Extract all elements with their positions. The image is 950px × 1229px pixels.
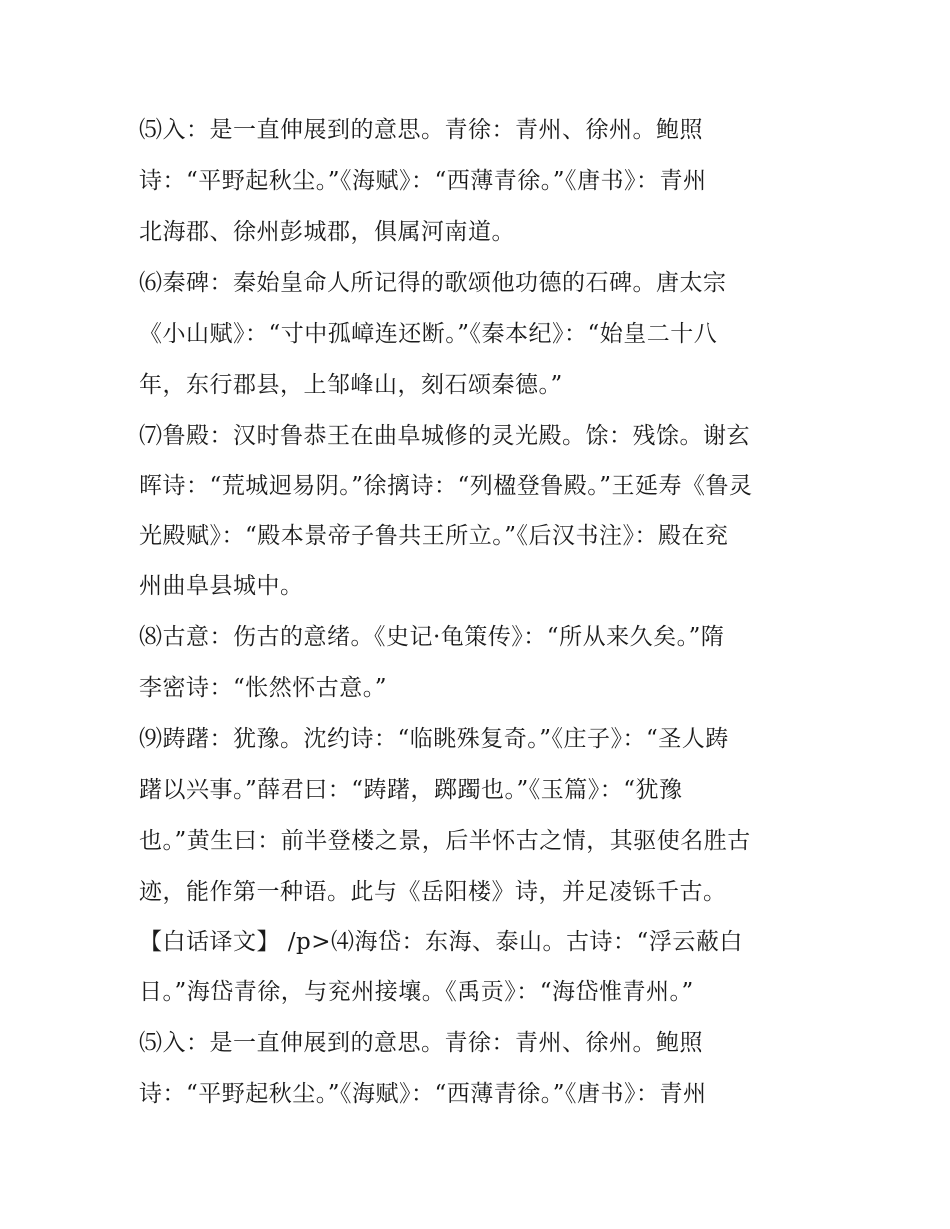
text-line: 年，东行郡县，上邹峰山，刻石颂秦德。” [139, 372, 563, 398]
text-line: 晖诗：“荒城迥易阴。”徐摛诗：“列楹登鲁殿。”王延寿《鲁灵 [139, 473, 753, 499]
text-line: ⑻古意：伤古的意绪。《史记·龟策传》：“所从来久矣。”隋 [139, 624, 725, 650]
text-line: ⑸入：是一直伸展到的意思。青徐：青州、徐州。鲍照 [139, 1030, 703, 1056]
text-line: 光殿赋》：“殿本景帝子鲁共王所立。”《后汉书注》：殿在兖 [139, 523, 729, 549]
text-line: 诗：“平野起秋尘。”《海赋》：“西薄青徐。”《唐书》：青州 [139, 1081, 707, 1107]
text-line: 北海郡、徐州彭城郡，俱属河南道。 [139, 219, 515, 245]
text-line: 迹，能作第一种语。此与《岳阳楼》诗，并足凌铄千古。 [139, 879, 727, 905]
text-line: 日。”海岱青徐，与兖州接壤。《禹贡》：“海岱惟青州。” [139, 979, 694, 1005]
text-line: 州曲阜县城中。 [139, 573, 304, 599]
text-line: 也。”黄生曰：前半登楼之景，后半怀古之情，其驱使名胜古 [139, 828, 751, 854]
text-line: ⑸入：是一直伸展到的意思。青徐：青州、徐州。鲍照 [139, 117, 703, 143]
text-line: ⑼踌躇：犹豫。沈约诗：“临眺殊复奇。”《庄子》：“圣人踌 [139, 726, 729, 752]
text-line: 诗：“平野起秋尘。”《海赋》：“西薄青徐。”《唐书》：青州 [139, 168, 707, 194]
text-line: 躇以兴事。”薛君曰：“踌躇，踯躅也。”《玉篇》：“犹豫 [139, 777, 683, 803]
text-line: ⑹秦碑：秦始皇命人所记得的歌颂他功德的石碑。唐太宗 [139, 270, 727, 296]
text-line: 《小山赋》：“寸中孤嶂连还断。”《秦本纪》：“始皇二十八 [139, 321, 718, 347]
text-line: 【白话译文】 /p>⑷海岱：东海、泰山。古诗：“浮云蔽白 [139, 929, 743, 955]
text-line: 李密诗：“怅然怀古意。” [139, 675, 388, 701]
text-line: ⑺鲁殿：汉时鲁恭王在曲阜城修的灵光殿。馀：残馀。谢玄 [139, 423, 750, 449]
